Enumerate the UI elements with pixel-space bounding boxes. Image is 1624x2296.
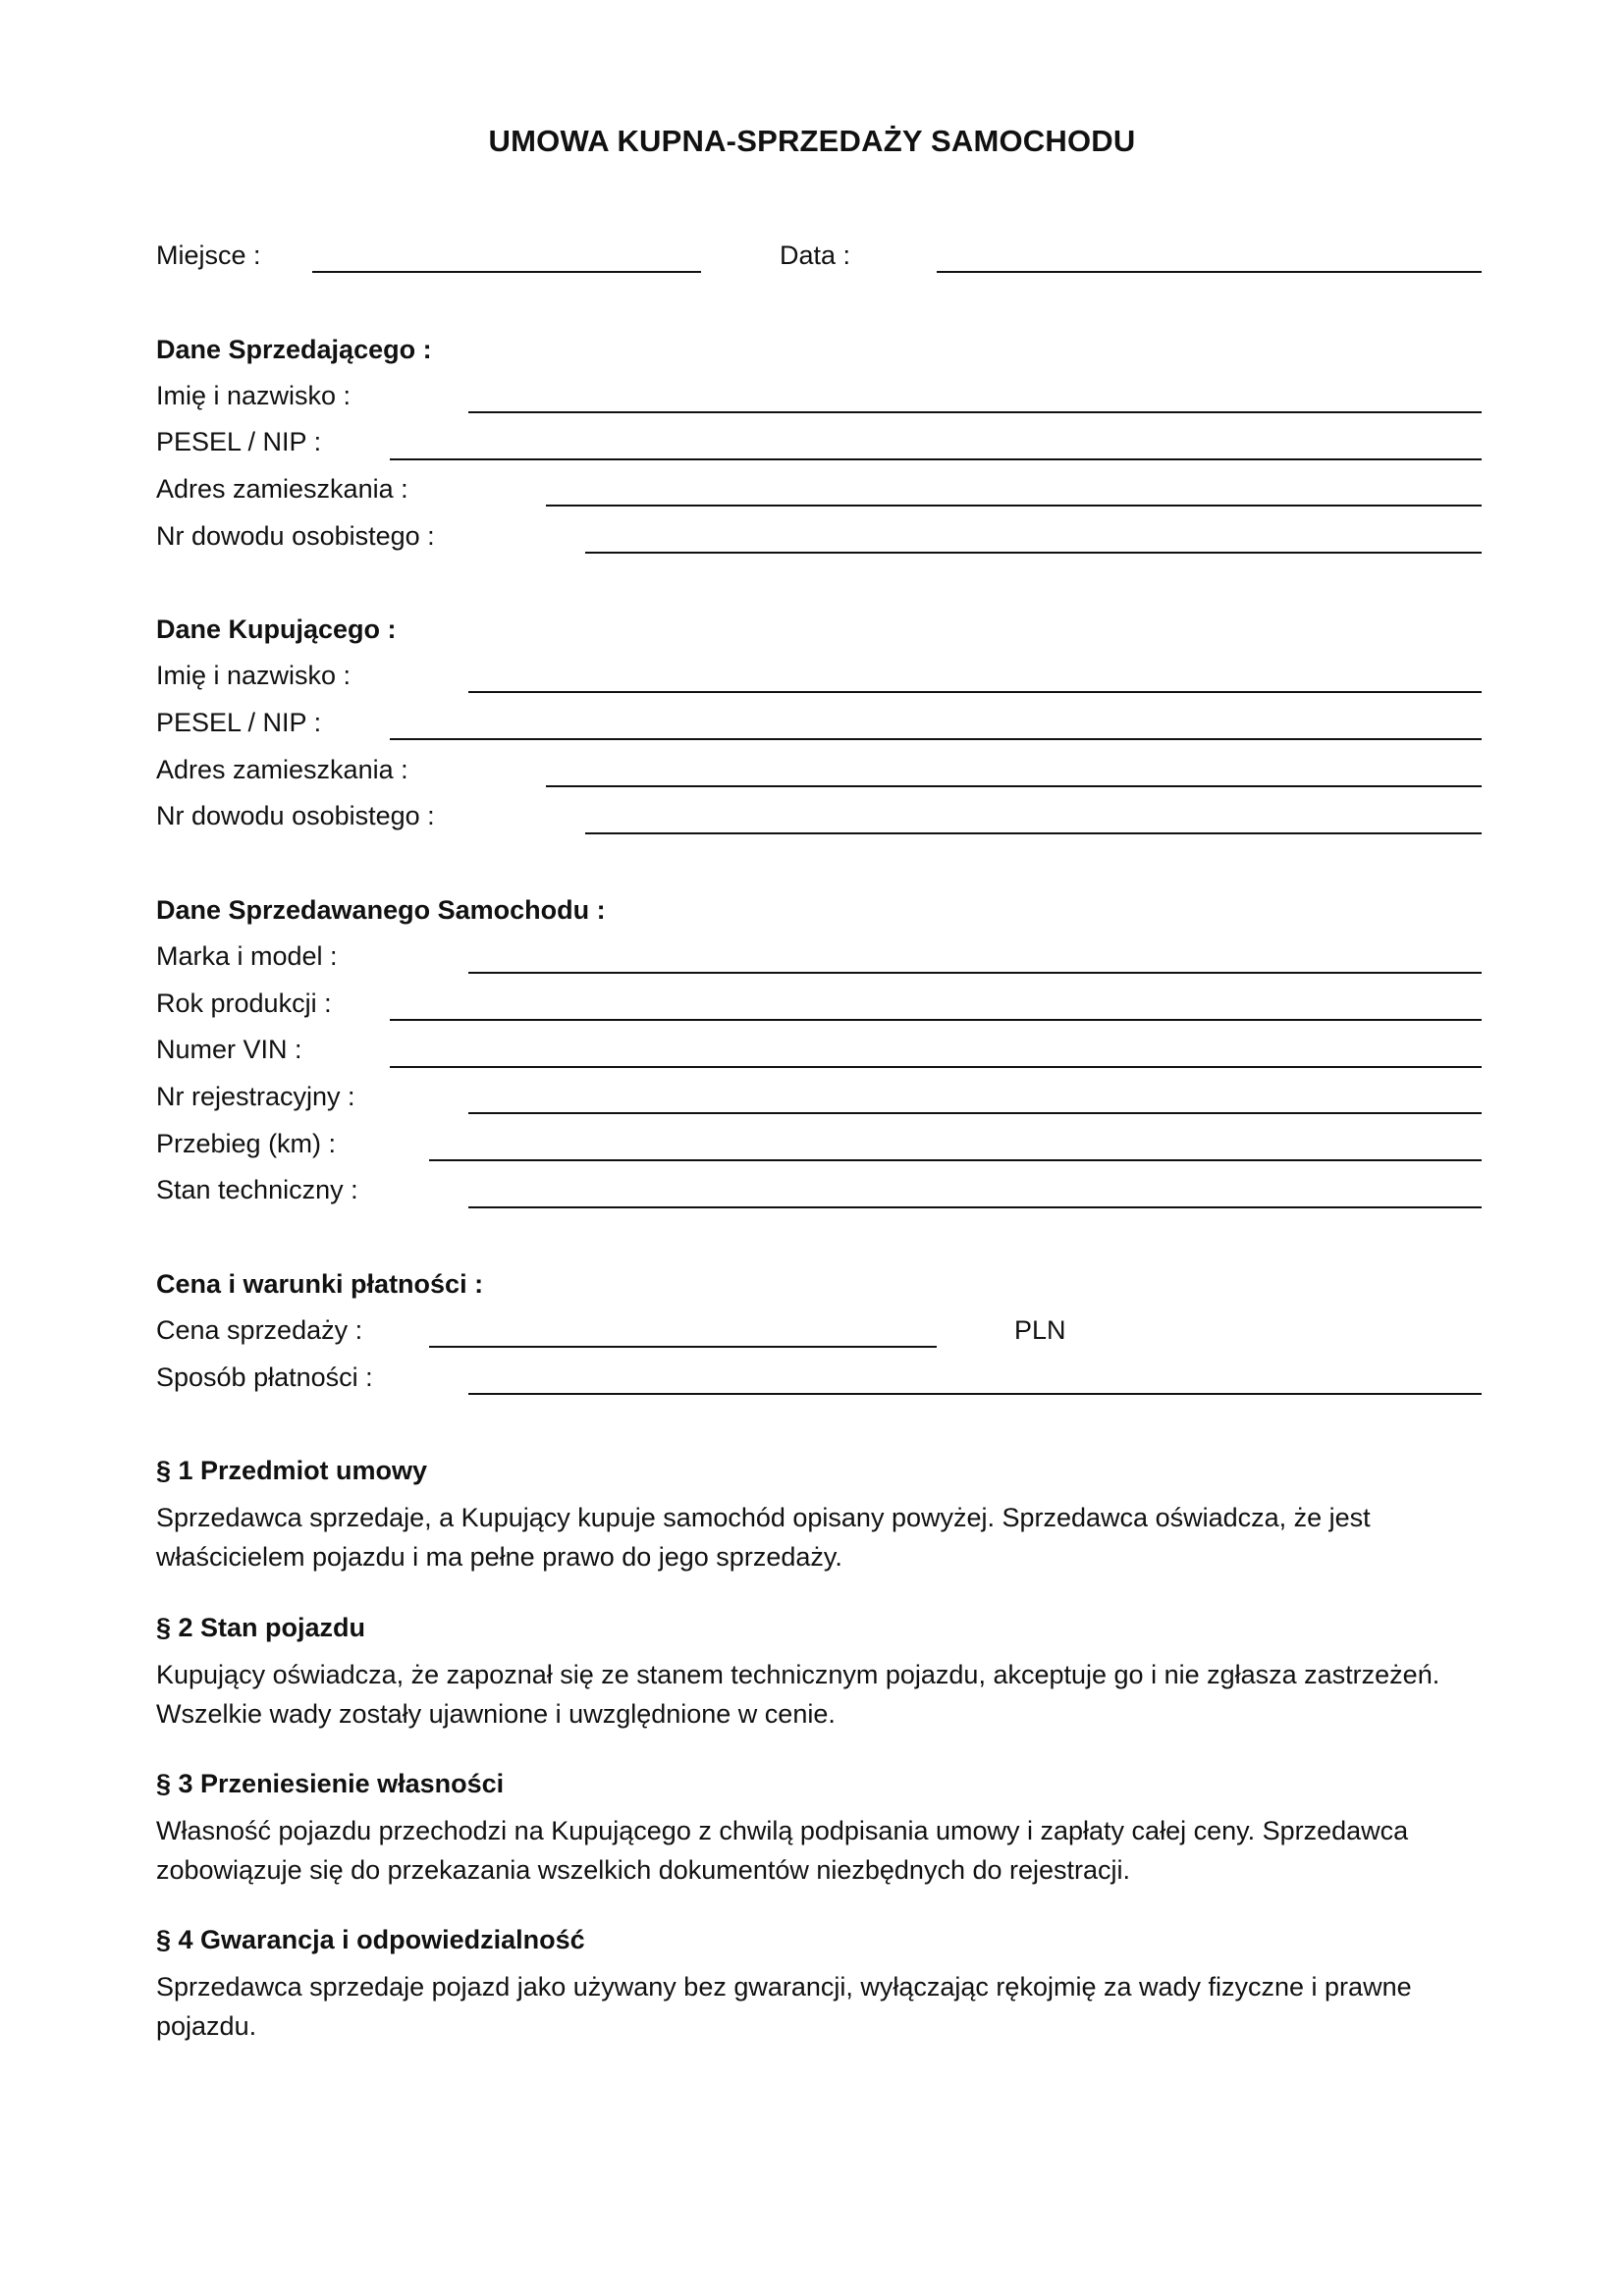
car-make-label: Marka i model :	[156, 941, 338, 971]
buyer-pesel-label: PESEL / NIP :	[156, 708, 322, 737]
section-body: Sprzedawca sprzedaje, a Kupujący kupuje samochód opisany powyżej. Sprzedawca oświadcza, że jest właścicielem pojazdu i ma pełne prawo do jego sprzedaży.	[156, 1503, 1371, 1572]
seller-name-label: Imię i nazwisko :	[156, 381, 352, 410]
section-body: Sprzedawca sprzedaje pojazd jako używany bez gwarancji, wyłączając rękojmię za wady fizyczne i prawne pojazdu.	[156, 1972, 1412, 2041]
payment-method-field[interactable]	[468, 1393, 1482, 1395]
buyer-name-field[interactable]	[468, 691, 1482, 693]
car-vin-field[interactable]	[390, 1066, 1482, 1068]
place-label: Miejsce :	[156, 240, 261, 270]
buyer-address-label: Adres zamieszkania :	[156, 755, 408, 784]
buyer-id-field[interactable]	[585, 832, 1482, 834]
car-make-field[interactable]	[468, 972, 1482, 974]
currency-label: PLN	[1014, 1315, 1066, 1345]
seller-id-field[interactable]	[585, 552, 1482, 554]
buyer-name-label: Imię i nazwisko :	[156, 661, 352, 690]
seller-heading: Dane Sprzedającego :	[156, 335, 432, 364]
seller-id-label: Nr dowodu osobistego :	[156, 521, 435, 551]
car-mileage-label: Przebieg (km) :	[156, 1129, 337, 1158]
place-field[interactable]	[312, 271, 701, 273]
date-field[interactable]	[937, 271, 1482, 273]
car-condition-label: Stan techniczny :	[156, 1175, 358, 1204]
payment-method-label: Sposób płatności :	[156, 1362, 373, 1392]
price-label: Cena sprzedaży :	[156, 1315, 363, 1345]
section-body: Własność pojazdu przechodzi na Kupującego z chwilą podpisania umowy i zapłaty całej ceny. Sprzedawca zobowiązuje się do przekazania wszelkich dokumentów niezbędnych do rejestracji.	[156, 1816, 1409, 1885]
section-heading: § 1 Przedmiot umowy	[156, 1456, 428, 1485]
date-label: Data :	[780, 240, 851, 270]
seller-pesel-field[interactable]	[390, 458, 1482, 460]
car-vin-label: Numer VIN :	[156, 1035, 302, 1064]
buyer-address-field[interactable]	[546, 785, 1482, 787]
price-field[interactable]	[429, 1346, 937, 1348]
seller-address-field[interactable]	[546, 505, 1482, 507]
car-mileage-field[interactable]	[429, 1159, 1482, 1161]
buyer-id-label: Nr dowodu osobistego :	[156, 801, 435, 830]
seller-name-field[interactable]	[468, 411, 1482, 413]
seller-address-label: Adres zamieszkania :	[156, 474, 408, 504]
car-year-field[interactable]	[390, 1019, 1482, 1021]
section-heading: § 2 Stan pojazdu	[156, 1613, 366, 1642]
buyer-pesel-field[interactable]	[390, 738, 1482, 740]
car-registration-label: Nr rejestracyjny :	[156, 1082, 355, 1111]
seller-pesel-label: PESEL / NIP :	[156, 427, 322, 456]
car-heading: Dane Sprzedawanego Samochodu :	[156, 895, 606, 925]
section-heading: § 3 Przeniesienie własności	[156, 1769, 505, 1798]
car-registration-field[interactable]	[468, 1112, 1482, 1114]
document-title: UMOWA KUPNA-SPRZEDAŻY SAMOCHODU	[488, 124, 1136, 158]
section-body: Kupujący oświadcza, że zapoznał się ze stanem technicznym pojazdu, akceptuje go i nie zgłasza zastrzeżeń. Wszelkie wady zostały ujawnione i uwzględnione w cenie.	[156, 1660, 1440, 1729]
car-year-label: Rok produkcji :	[156, 988, 332, 1018]
buyer-heading: Dane Kupującego :	[156, 614, 397, 644]
car-condition-field[interactable]	[468, 1206, 1482, 1208]
section-heading: § 4 Gwarancja i odpowiedzialność	[156, 1925, 585, 1954]
payment-heading: Cena i warunki płatności :	[156, 1269, 484, 1299]
